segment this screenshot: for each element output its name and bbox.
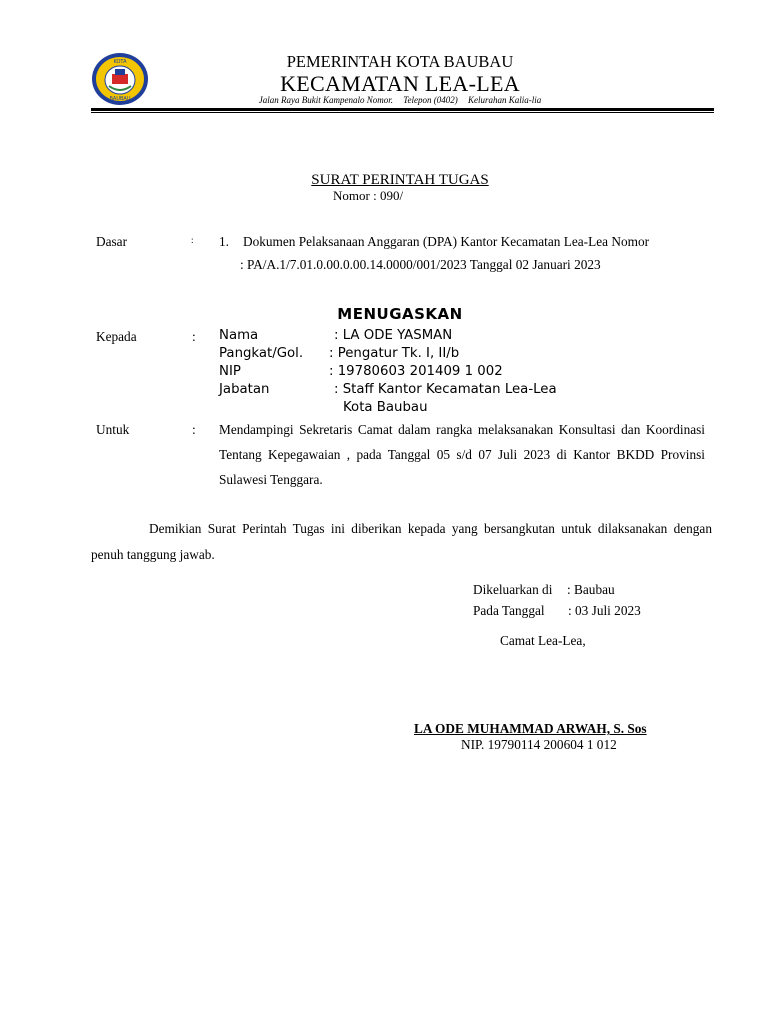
signatory-name: LA ODE MUHAMMAD ARWAH, S. Sos xyxy=(414,721,647,736)
untuk-text: Mendampingi Sekretaris Camat dalam rangka melaksanakan Konsultasi dan Koordinasi Tentang Kepegawaian , pada Tanggal 05 s/d 07 Juli 2023 di Kantor BKDD Provinsi Sulawesi Tenggara. xyxy=(219,422,705,487)
field-jabatan-label: Jabatan xyxy=(219,382,270,397)
signatory-nip: NIP. 19790114 200604 1 012 xyxy=(461,737,617,752)
field-pangkat-value: : Pengatur Tk. I, II/b xyxy=(329,346,460,361)
field-nama-value: : LA ODE YASMAN xyxy=(334,328,453,343)
field-nip-label: NIP xyxy=(219,364,241,379)
untuk-label: Untuk xyxy=(96,422,130,437)
dasar-line-1: Dokumen Pelaksanaan Anggaran (DPA) Kantor Kecamatan Lea-Lea Nomor xyxy=(243,234,650,249)
dasar-colon: : xyxy=(191,235,194,245)
menugaskan-heading: MENUGASKAN xyxy=(337,305,463,323)
logo-text-top: KOTA xyxy=(113,59,127,65)
document-number: Nomor : 090/ xyxy=(333,188,404,203)
address-street: Jalan Raya Bukit Kampenalo Nomor. xyxy=(258,95,394,105)
address-phone: Telepon (0402) xyxy=(403,95,458,105)
document-title: SURAT PERINTAH TUGAS xyxy=(311,172,489,188)
logo-text-bottom: BAUBAU xyxy=(109,96,131,102)
field-pangkat-label: Pangkat/Gol. xyxy=(219,346,304,361)
office-address xyxy=(0,95,768,105)
kepada-colon: : xyxy=(192,329,196,344)
address-kelurahan: Kelurahan Kalia-lia xyxy=(467,95,542,105)
dasar-item-number: 1. xyxy=(219,234,229,249)
field-jabatan-continuation: Kota Baubau xyxy=(343,400,428,415)
closing-paragraph: Demikian Surat Perintah Tugas ini diberikan kepada yang bersangkutan untuk dilaksanakan dengan penuh tanggung jawab. xyxy=(91,521,712,562)
untuk-colon: : xyxy=(192,422,196,437)
field-nama-label: Nama xyxy=(219,328,259,343)
dasar-line-2: : PA/A.1/7.01.0.00.0.00.14.0000/001/2023 Tanggal 02 Januari 2023 xyxy=(240,257,601,272)
issued-date-value: : 03 Juli 2023 xyxy=(568,603,641,618)
government-name: PEMERINTAH KOTA BAUBAU xyxy=(286,52,514,71)
signatory-position: Camat Lea-Lea, xyxy=(500,633,586,648)
issued-place-label: Dikeluarkan di xyxy=(473,582,553,597)
issued-place-value: : Baubau xyxy=(567,582,615,597)
field-jabatan-value: : Staff Kantor Kecamatan Lea-Lea xyxy=(334,382,557,397)
issued-date-label: Pada Tanggal xyxy=(473,603,545,618)
letterhead-rule-thick xyxy=(91,108,714,111)
dasar-label: Dasar xyxy=(96,234,128,249)
office-name: KECAMATAN LEA-LEA xyxy=(280,71,520,96)
letterhead-rule-thin xyxy=(91,112,714,113)
field-nip-value: : 19780603 201409 1 002 xyxy=(329,364,503,379)
kepada-label: Kepada xyxy=(96,329,137,344)
